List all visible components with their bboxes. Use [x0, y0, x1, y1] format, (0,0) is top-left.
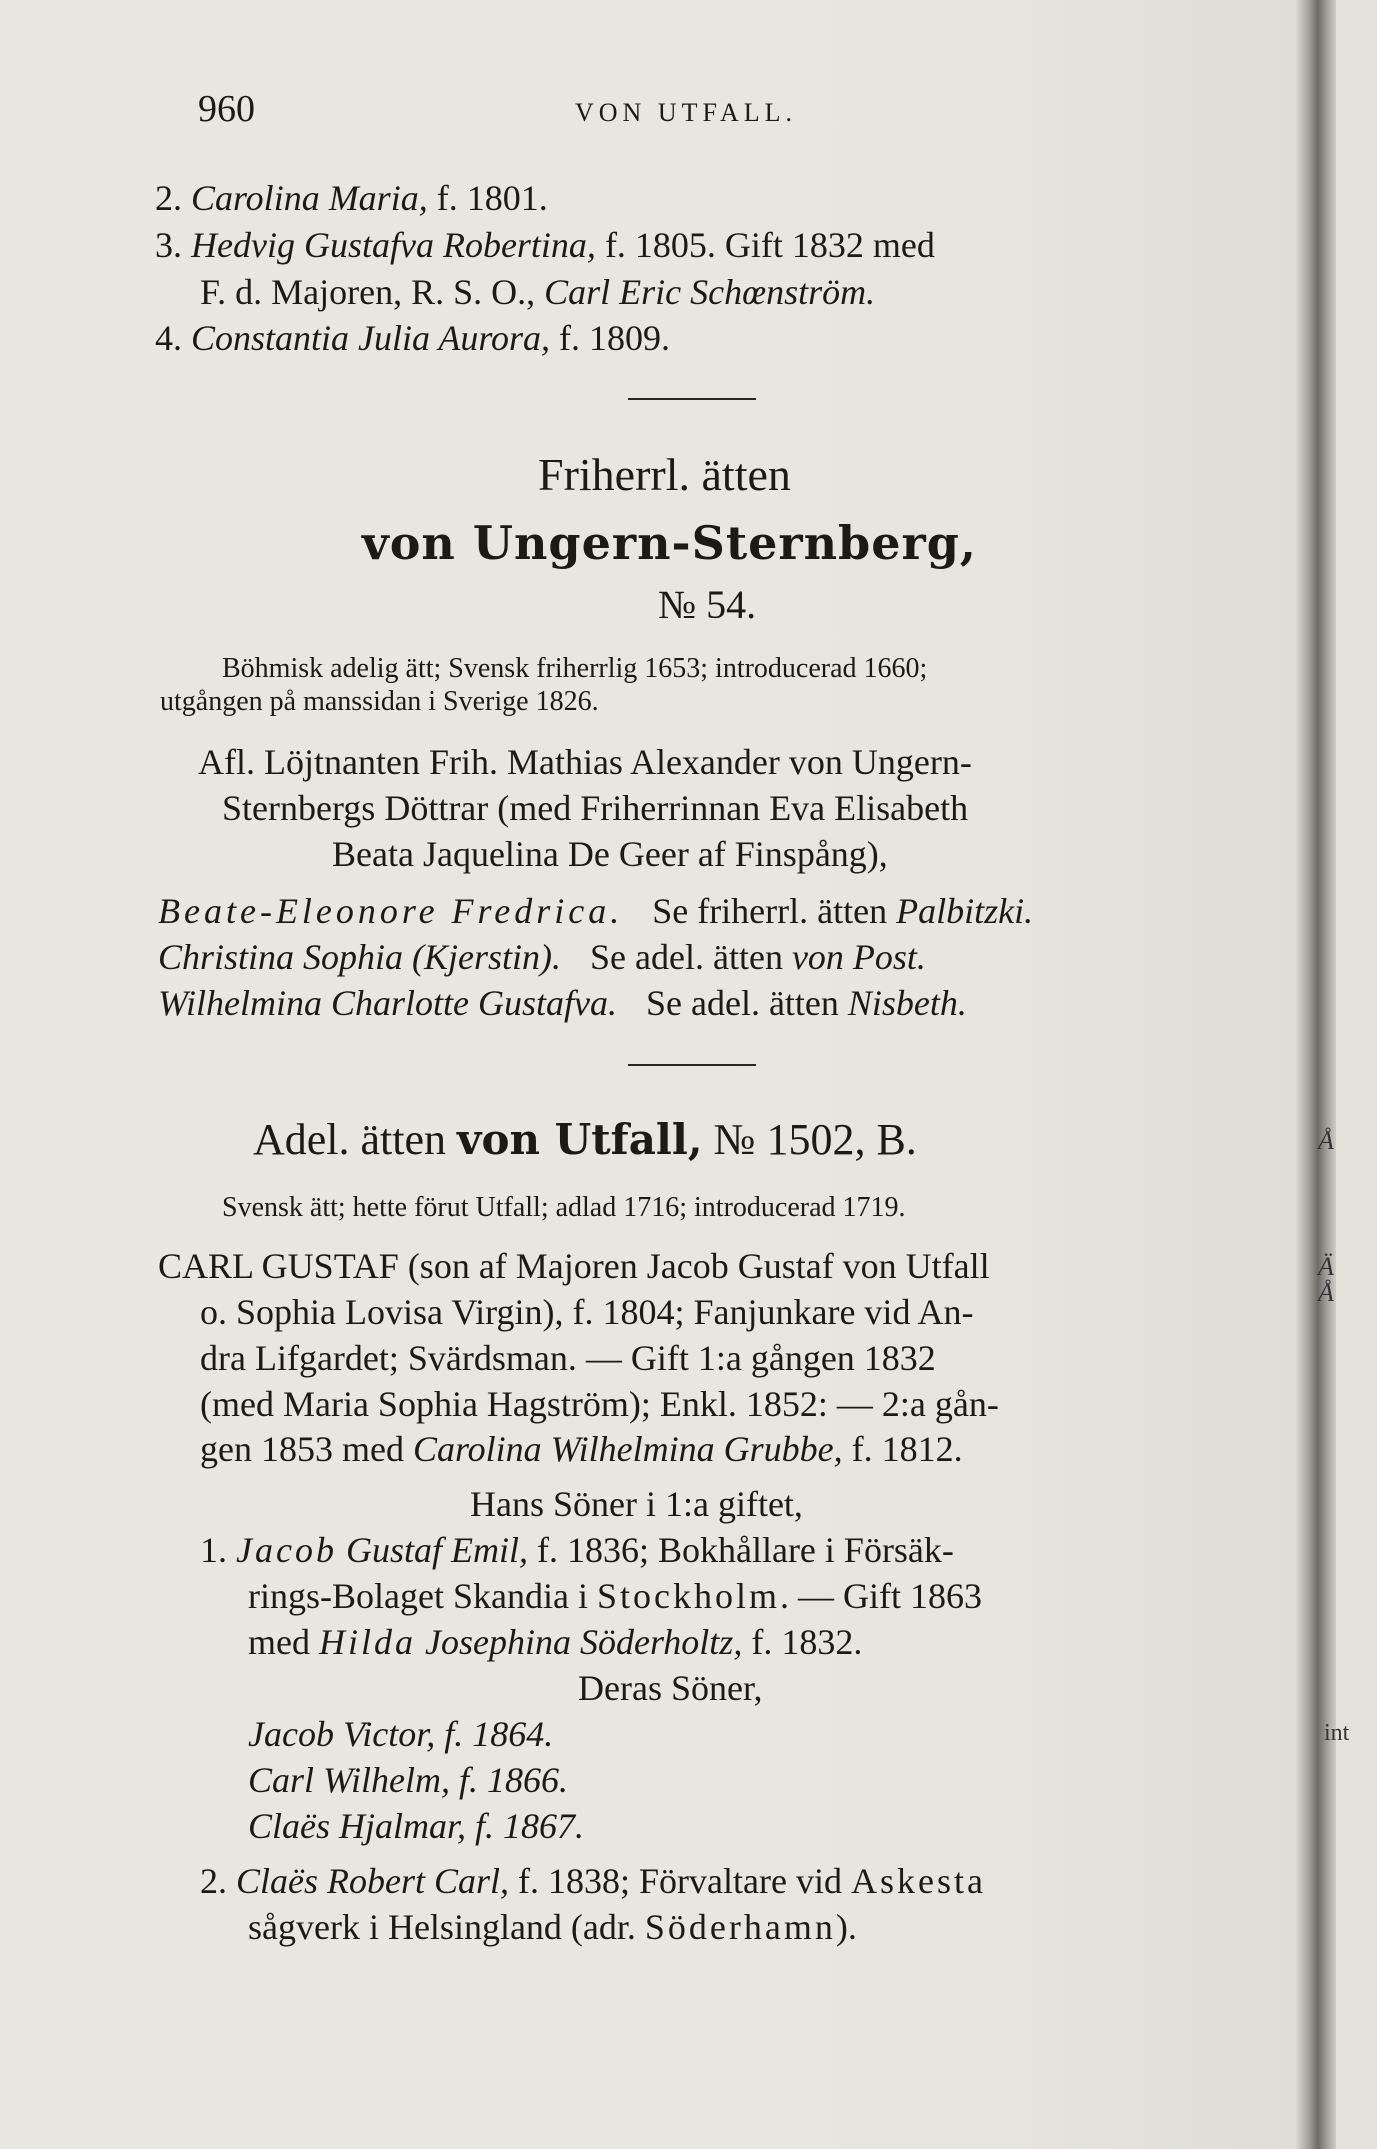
daughter-entry: Christina Sophia (Kjerstin). Se adel. ätten von Post. — [158, 937, 926, 977]
section-divider — [628, 1064, 756, 1066]
family-note: utgången på manssidan i Sverige 1826. — [160, 686, 599, 717]
lineage-text: Afl. Löjtnanten Frih. Mathias Alexander von Ungern- — [198, 742, 972, 782]
list-item: 4. Constantia Julia Aurora, f. 1809. — [155, 318, 671, 358]
entry-text: rings-Bolaget Skandia i Stockholm. — Gift 1863 — [248, 1576, 982, 1616]
entry-text: dra Lifgardet; Svärdsman. — Gift 1:a gången 1832 — [200, 1338, 936, 1378]
page-number: 960 — [198, 88, 255, 130]
entry-text: o. Sophia Lovisa Virgin), f. 1804; Fanjunkare vid An- — [200, 1292, 974, 1332]
entry-text: CARL GUSTAF (son af Majoren Jacob Gustaf von Utfall — [158, 1246, 990, 1286]
list-item: F. d. Majoren, R. S. O., Carl Eric Schœnström. — [200, 272, 876, 312]
subheading: Hans Söner i 1:a giftet, — [470, 1484, 803, 1524]
margin-fragment: Å — [1318, 1278, 1334, 1307]
subheading: Deras Söner, — [578, 1668, 763, 1708]
adjacent-page-edge — [1336, 0, 1377, 2149]
family-number: № 54. — [658, 582, 757, 627]
daughter-entry: Beate-Eleonore Fredrica. Se friherrl. ätten Palbitzki. — [158, 891, 1034, 931]
entry-text: 2. Claës Robert Carl, f. 1838; Förvaltare vid Askesta — [200, 1861, 986, 1901]
grandson-entry: Claës Hjalmar, f. 1867. — [248, 1806, 585, 1846]
section-title: Friherrl. ätten — [538, 449, 791, 500]
section-title: Adel. ätten von Utfall, № 1502, B. — [253, 1115, 917, 1164]
margin-fragment: Ä — [1318, 1252, 1334, 1281]
family-name: von Ungern-Sternberg, — [362, 516, 977, 570]
entry-text: gen 1853 med Carolina Wilhelmina Grubbe, f. 1812. — [200, 1429, 963, 1469]
family-note: Böhmisk adelig ätt; Svensk friherrlig 1653; introducerad 1660; — [222, 653, 928, 684]
entry-text: (med Maria Sophia Hagström); Enkl. 1852: — 2:a gån- — [200, 1384, 999, 1424]
lineage-text: Sternbergs Döttrar (med Friherrinnan Eva Elisabeth — [222, 788, 969, 828]
entry-text: med Hilda Josephina Söderholtz, f. 1832. — [248, 1622, 863, 1662]
margin-fragment: int — [1324, 1720, 1350, 1746]
list-item: 3. Hedvig Gustafva Robertina, f. 1805. Gift 1832 med — [155, 225, 935, 265]
entry-text: 1. Jacob Gustaf Emil, f. 1836; Bokhållare i Försäk- — [200, 1530, 954, 1570]
book-spine-shadow — [1296, 0, 1336, 2149]
list-item: 2. Carolina Maria, f. 1801. — [155, 178, 548, 218]
family-note: Svensk ätt; hette förut Utfall; adlad 1716; introducerad 1719. — [222, 1192, 906, 1223]
running-head: VON UTFALL. — [575, 98, 798, 127]
margin-fragment: Å — [1318, 1126, 1334, 1155]
daughter-entry: Wilhelmina Charlotte Gustafva. Se adel. ätten Nisbeth. — [158, 983, 967, 1023]
grandson-entry: Jacob Victor, f. 1864. — [248, 1714, 554, 1754]
entry-text: sågverk i Helsingland (adr. Söderhamn). — [248, 1907, 857, 1947]
lineage-text: Beata Jaquelina De Geer af Finspång), — [332, 834, 888, 874]
grandson-entry: Carl Wilhelm, f. 1866. — [248, 1760, 569, 1800]
section-divider — [628, 398, 756, 400]
